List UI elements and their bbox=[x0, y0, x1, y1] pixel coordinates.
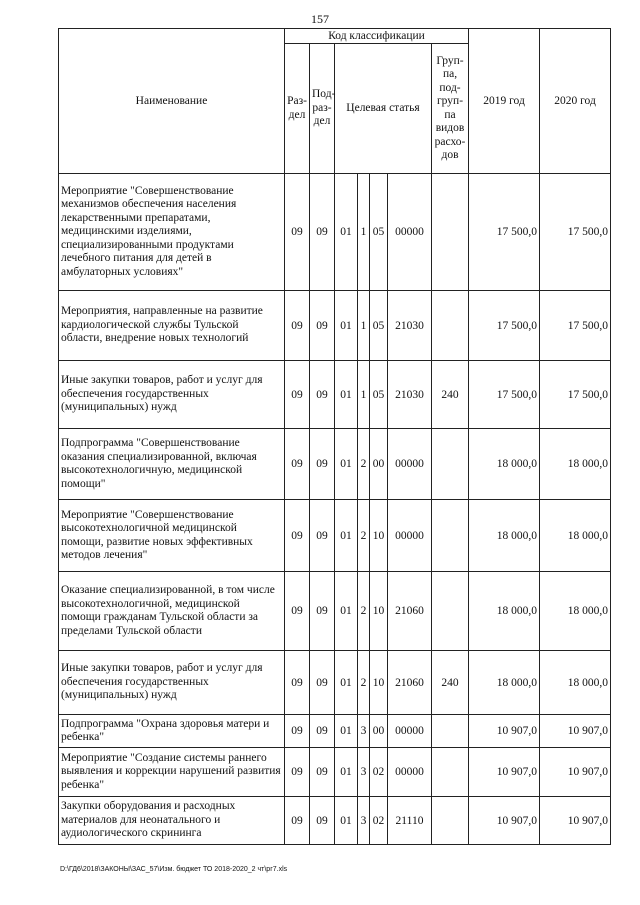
row-name: Подпрограмма "Совершенствование оказания специализированной, включая высокотехнологичную, медицинской помощи" bbox=[59, 429, 285, 500]
row-target-program: 01 bbox=[335, 429, 358, 500]
header-code: Код классификации bbox=[285, 29, 469, 44]
row-expense-group: 240 bbox=[432, 651, 469, 715]
table-row bbox=[59, 361, 611, 429]
row-target-direction: 21060 bbox=[388, 651, 432, 715]
row-target-program: 01 bbox=[335, 174, 358, 291]
row-amount-2019: 18 000,0 bbox=[469, 572, 540, 651]
row-name: Мероприятие "Совершенствование высокотехнологичной медицинской помощи, развитие новых эффективных методов лечения" bbox=[59, 500, 285, 572]
row-target-program: 01 bbox=[335, 500, 358, 572]
row-target-subprogram: 3 bbox=[358, 715, 370, 748]
row-name: Иные закупки товаров, работ и услуг для обеспечения государственных (муниципальных) нужд bbox=[59, 651, 285, 715]
row-target-event: 02 bbox=[370, 797, 388, 845]
row-name: Иные закупки товаров, работ и услуг для обеспечения государственных (муниципальных) нужд bbox=[59, 361, 285, 429]
row-name: Мероприятия, направленные на развитие кардиологической службы Тульской области, внедрение новых технологий bbox=[59, 291, 285, 361]
row-target-program: 01 bbox=[335, 291, 358, 361]
row-subsection: 09 bbox=[310, 174, 335, 291]
row-amount-2019: 10 907,0 bbox=[469, 748, 540, 797]
row-amount-2020: 17 500,0 bbox=[540, 174, 611, 291]
row-target-direction: 00000 bbox=[388, 500, 432, 572]
row-target-direction: 21110 bbox=[388, 797, 432, 845]
row-subsection: 09 bbox=[310, 748, 335, 797]
table-row bbox=[59, 572, 611, 651]
row-section: 09 bbox=[285, 361, 310, 429]
row-amount-2019: 17 500,0 bbox=[469, 291, 540, 361]
table-row bbox=[59, 429, 611, 500]
row-amount-2019: 18 000,0 bbox=[469, 500, 540, 572]
row-amount-2019: 10 907,0 bbox=[469, 715, 540, 748]
row-section: 09 bbox=[285, 797, 310, 845]
row-subsection: 09 bbox=[310, 500, 335, 572]
row-target-event: 10 bbox=[370, 572, 388, 651]
row-target-event: 00 bbox=[370, 429, 388, 500]
row-target-program: 01 bbox=[335, 715, 358, 748]
row-target-direction: 00000 bbox=[388, 748, 432, 797]
row-name: Мероприятие "Совершенствование механизмов обеспечения населения лекарственными препаратами, медицинскими изделиями, специализированными продуктами лечебного питания для детей в амбулаторных условиях" bbox=[59, 174, 285, 291]
row-target-direction: 00000 bbox=[388, 715, 432, 748]
row-expense-group bbox=[432, 715, 469, 748]
row-subsection: 09 bbox=[310, 797, 335, 845]
row-amount-2019: 17 500,0 bbox=[469, 361, 540, 429]
row-target-event: 10 bbox=[370, 651, 388, 715]
row-target-event: 05 bbox=[370, 291, 388, 361]
row-section: 09 bbox=[285, 715, 310, 748]
header-name: Наименование bbox=[59, 29, 285, 174]
row-target-program: 01 bbox=[335, 572, 358, 651]
row-section: 09 bbox=[285, 291, 310, 361]
row-amount-2020: 10 907,0 bbox=[540, 797, 611, 845]
row-expense-group bbox=[432, 572, 469, 651]
row-section: 09 bbox=[285, 429, 310, 500]
row-amount-2020: 18 000,0 bbox=[540, 429, 611, 500]
row-target-program: 01 bbox=[335, 361, 358, 429]
row-expense-group bbox=[432, 291, 469, 361]
row-target-subprogram: 1 bbox=[358, 361, 370, 429]
row-target-direction: 21030 bbox=[388, 291, 432, 361]
page-number: 157 bbox=[311, 12, 329, 26]
row-target-program: 01 bbox=[335, 797, 358, 845]
row-expense-group: 240 bbox=[432, 361, 469, 429]
row-amount-2019: 18 000,0 bbox=[469, 429, 540, 500]
table-body bbox=[59, 174, 611, 845]
file-path-footer: D:\ГД6\2018\ЗАКОНЫ\ЗАС_57\Изм. бюджет ТО 2018-2020_2 чт\рг7.xls bbox=[60, 866, 288, 873]
row-amount-2020: 17 500,0 bbox=[540, 361, 611, 429]
row-target-subprogram: 1 bbox=[358, 291, 370, 361]
row-target-direction: 21030 bbox=[388, 361, 432, 429]
row-amount-2020: 18 000,0 bbox=[540, 500, 611, 572]
header-group: Груп-па, под-груп-па видов расхо-дов bbox=[432, 44, 469, 174]
row-expense-group bbox=[432, 797, 469, 845]
row-section: 09 bbox=[285, 748, 310, 797]
table-row bbox=[59, 748, 611, 797]
row-section: 09 bbox=[285, 174, 310, 291]
header-section: Раз-дел bbox=[285, 44, 310, 174]
row-target-event: 05 bbox=[370, 361, 388, 429]
row-target-event: 00 bbox=[370, 715, 388, 748]
row-target-program: 01 bbox=[335, 651, 358, 715]
row-subsection: 09 bbox=[310, 715, 335, 748]
header-subsection: Под-раз-дел bbox=[310, 44, 335, 174]
table-row bbox=[59, 500, 611, 572]
row-amount-2019: 10 907,0 bbox=[469, 797, 540, 845]
table-row bbox=[59, 291, 611, 361]
row-target-subprogram: 2 bbox=[358, 651, 370, 715]
row-target-direction: 00000 bbox=[388, 174, 432, 291]
row-target-subprogram: 3 bbox=[358, 797, 370, 845]
row-name: Закупки оборудования и расходных материалов для неонатального и аудиологического скрининга bbox=[59, 797, 285, 845]
row-subsection: 09 bbox=[310, 651, 335, 715]
table-row bbox=[59, 797, 611, 845]
row-section: 09 bbox=[285, 572, 310, 651]
table-row bbox=[59, 715, 611, 748]
budget-table bbox=[58, 28, 611, 845]
row-target-program: 01 bbox=[335, 748, 358, 797]
row-target-subprogram: 2 bbox=[358, 429, 370, 500]
row-expense-group bbox=[432, 500, 469, 572]
row-target-event: 02 bbox=[370, 748, 388, 797]
row-amount-2020: 10 907,0 bbox=[540, 715, 611, 748]
header-year-2020: 2020 год bbox=[540, 29, 611, 174]
row-subsection: 09 bbox=[310, 429, 335, 500]
row-target-event: 10 bbox=[370, 500, 388, 572]
row-amount-2020: 17 500,0 bbox=[540, 291, 611, 361]
row-expense-group bbox=[432, 748, 469, 797]
row-amount-2020: 18 000,0 bbox=[540, 651, 611, 715]
row-target-subprogram: 2 bbox=[358, 500, 370, 572]
row-expense-group bbox=[432, 174, 469, 291]
row-target-subprogram: 1 bbox=[358, 174, 370, 291]
row-amount-2020: 18 000,0 bbox=[540, 572, 611, 651]
row-amount-2019: 18 000,0 bbox=[469, 651, 540, 715]
row-target-subprogram: 3 bbox=[358, 748, 370, 797]
row-subsection: 09 bbox=[310, 572, 335, 651]
row-name: Оказание специализированной, в том числе высокотехнологичной, медицинской помощи гражданам Тульской области за пределами Тульской области bbox=[59, 572, 285, 651]
row-target-direction: 00000 bbox=[388, 429, 432, 500]
row-subsection: 09 bbox=[310, 291, 335, 361]
header-target: Целевая статья bbox=[335, 44, 432, 174]
table-row bbox=[59, 174, 611, 291]
row-target-subprogram: 2 bbox=[358, 572, 370, 651]
row-target-event: 05 bbox=[370, 174, 388, 291]
header-year-2019: 2019 год bbox=[469, 29, 540, 174]
row-amount-2019: 17 500,0 bbox=[469, 174, 540, 291]
row-subsection: 09 bbox=[310, 361, 335, 429]
row-name: Подпрограмма "Охрана здоровья матери и ребенка" bbox=[59, 715, 285, 748]
table-row bbox=[59, 651, 611, 715]
row-name: Мероприятие "Создание системы раннего выявления и коррекции нарушений развития ребенка" bbox=[59, 748, 285, 797]
row-section: 09 bbox=[285, 651, 310, 715]
row-target-direction: 21060 bbox=[388, 572, 432, 651]
row-section: 09 bbox=[285, 500, 310, 572]
row-expense-group bbox=[432, 429, 469, 500]
row-amount-2020: 10 907,0 bbox=[540, 748, 611, 797]
